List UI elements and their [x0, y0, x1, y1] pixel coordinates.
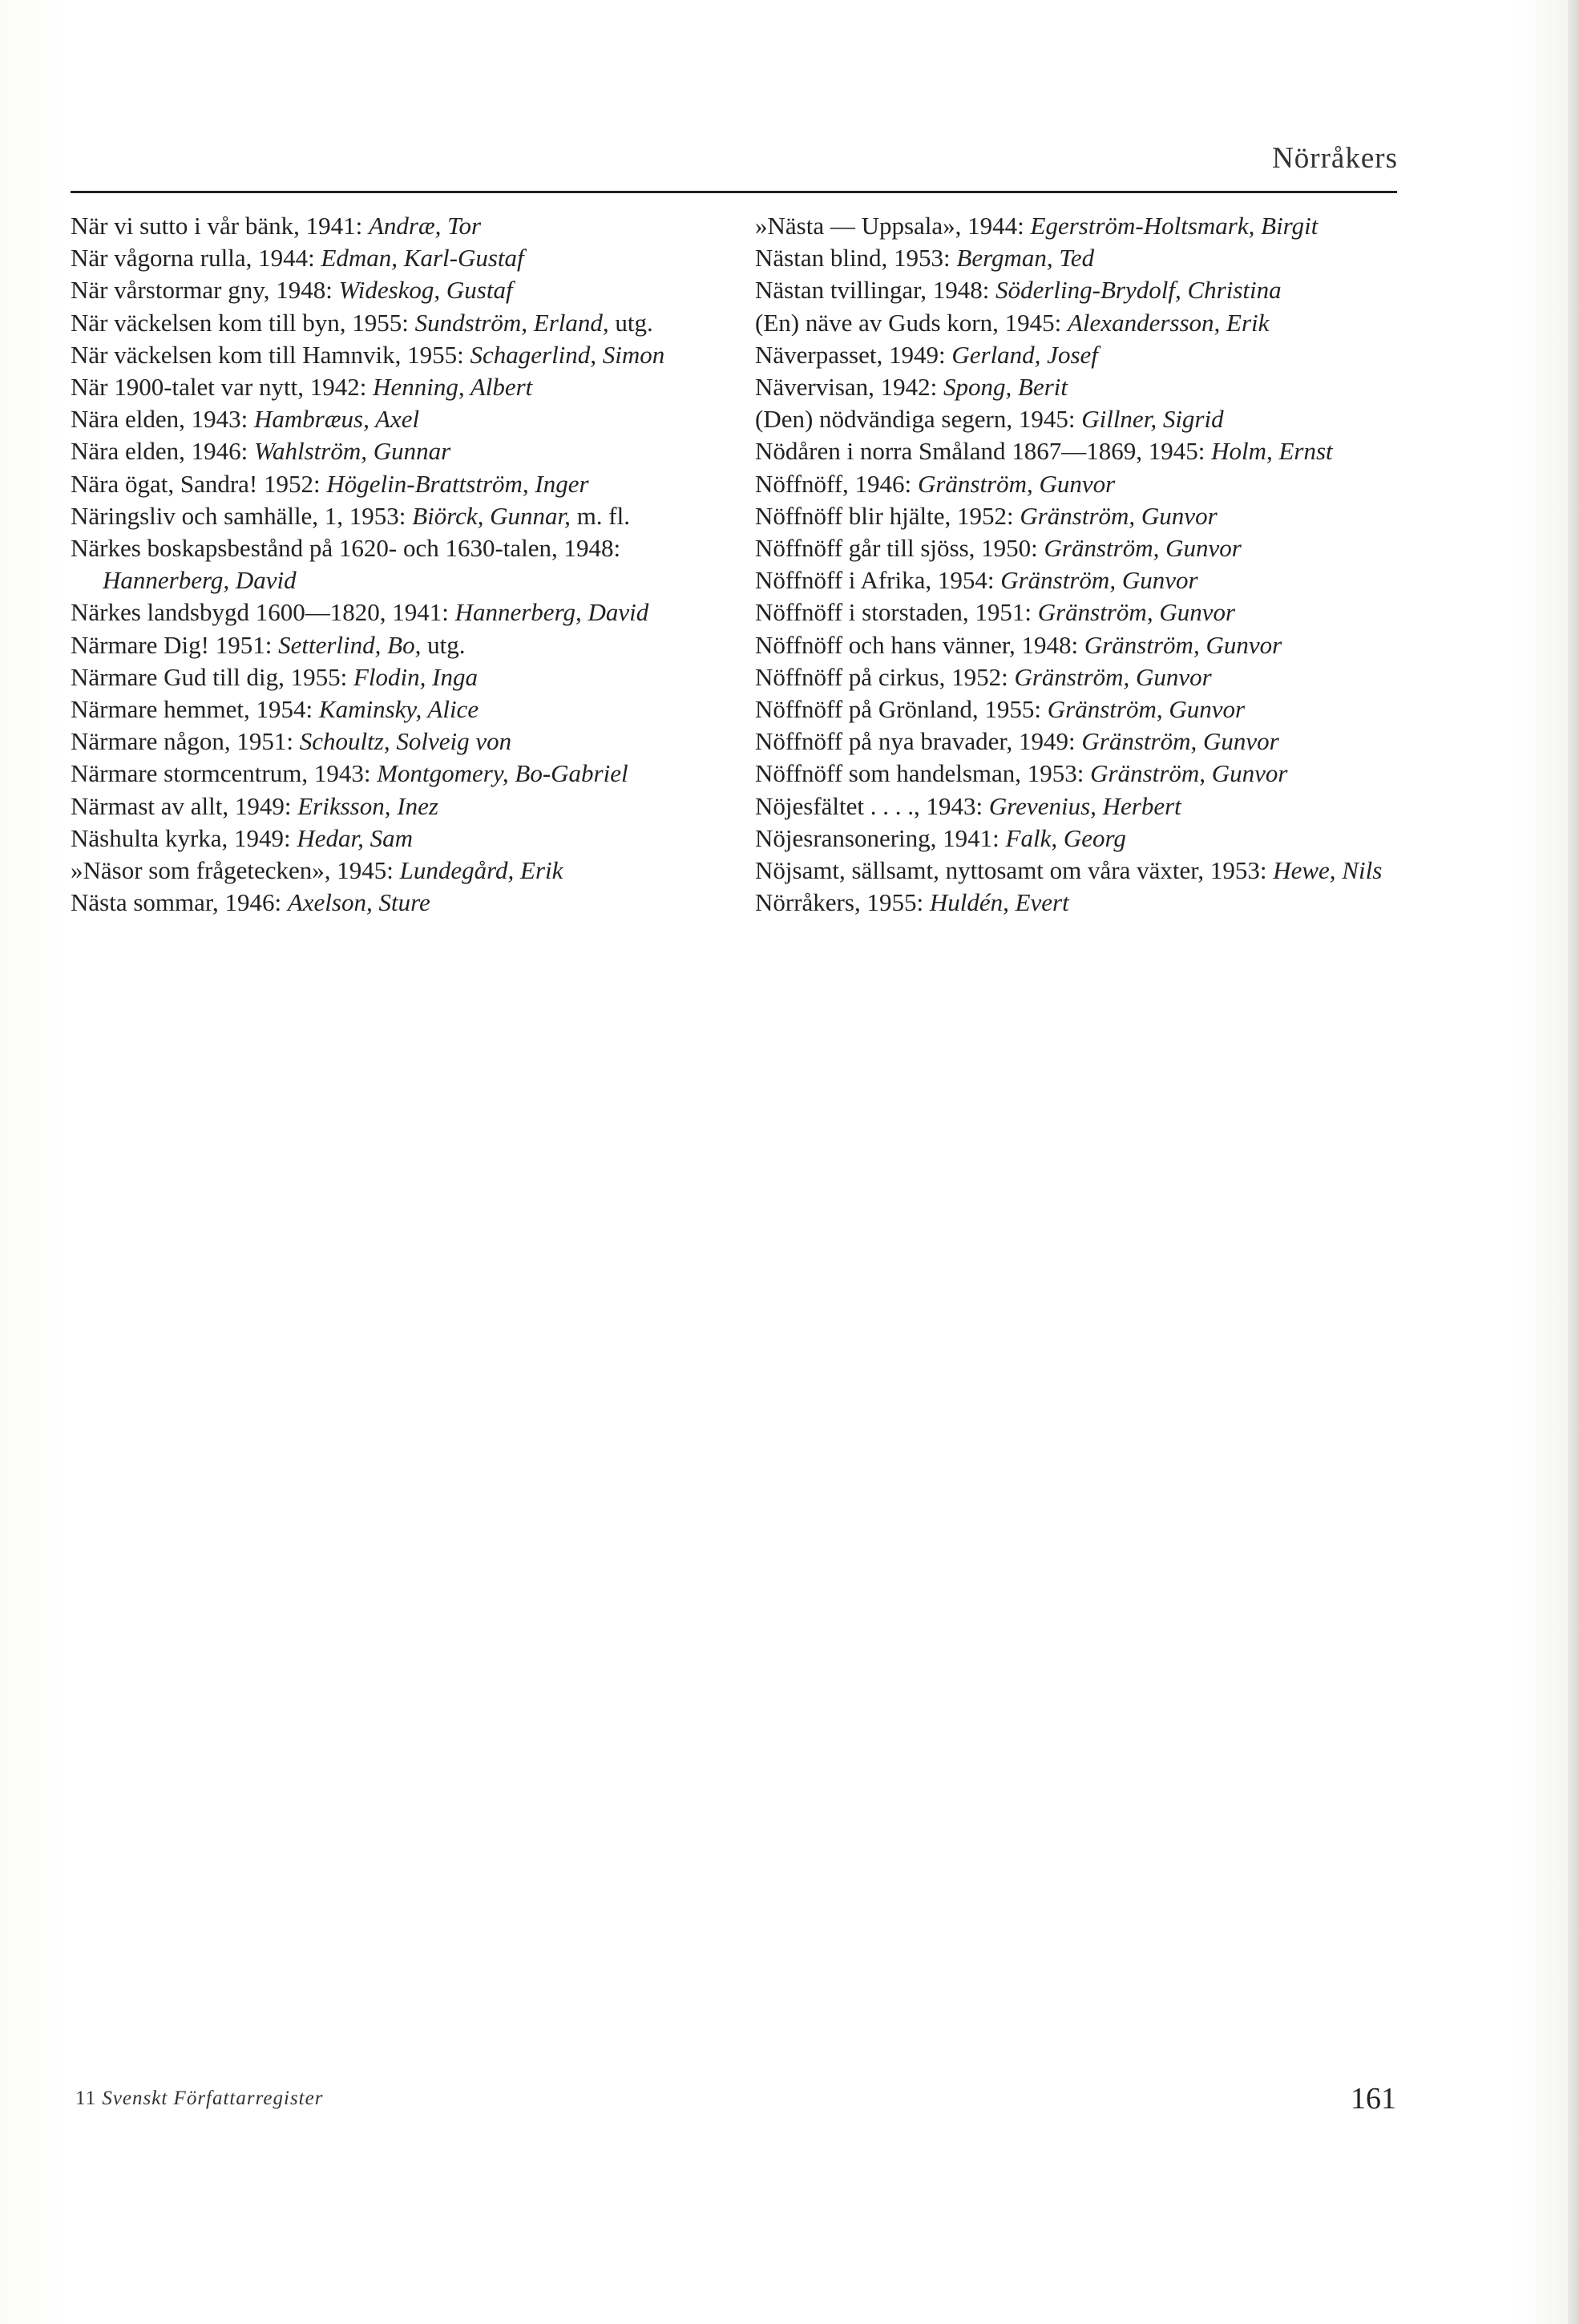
index-entry — [71, 435, 712, 467]
header-rule — [71, 191, 1397, 193]
entry-title: »Nästa — Uppsala», 1944: — [755, 212, 1031, 240]
entry-title: När 1900-talet var nytt, 1942: — [71, 373, 374, 402]
index-entry — [71, 242, 712, 274]
entry-title: Närkes boskapsbestånd på 1620- och 1630-talen, 1948: — [71, 534, 621, 563]
entry-author: Flodin, Inga — [353, 662, 478, 691]
entry-author: Eriksson, Inez — [297, 791, 438, 820]
entry-title: Nöffnöff blir hjälte, 1952: — [755, 501, 1020, 530]
entry-title: När vårstormar gny, 1948: — [71, 276, 339, 305]
signature-number: 11 — [75, 2088, 97, 2109]
entry-title: (En) näve av Guds korn, 1945: — [755, 308, 1068, 337]
entry-author: Gränström, Gunvor — [1090, 759, 1288, 788]
entry-author: Egerström-Holtsmark, Birgit — [1030, 212, 1319, 240]
entry-title: Nära elden, 1943: — [71, 405, 254, 434]
entry-title: Närmare stormcentrum, 1943: — [71, 759, 378, 788]
index-entry — [755, 725, 1396, 758]
index-entry — [755, 435, 1396, 467]
entry-title: Nästan tvillingar, 1948: — [755, 276, 996, 305]
entry-title: Nästa sommar, 1946: — [71, 888, 288, 917]
entry-author: Biörck, Gunnar, — [412, 501, 571, 530]
entry-author: Sundström, Erland, — [414, 308, 609, 337]
entry-title: När vi sutto i vår bänk, 1941: — [71, 212, 369, 240]
entry-title: Nöffnöff och hans vänner, 1948: — [755, 630, 1084, 659]
entry-author: Schagerlind, Simon — [470, 340, 665, 369]
index-entry — [755, 532, 1396, 564]
entry-title: När vågorna rulla, 1944: — [71, 244, 321, 273]
index-entry — [71, 532, 712, 596]
entry-title: Nävervisan, 1942: — [755, 373, 944, 402]
entry-title: Nöffnöff i Afrika, 1954: — [755, 566, 1001, 595]
entry-author: Lundegård, Erik — [399, 856, 563, 885]
index-entry — [755, 371, 1396, 403]
entry-author: Wideskog, Gustaf — [338, 276, 513, 305]
index-entry — [755, 339, 1396, 371]
entry-title: Nästan blind, 1953: — [755, 244, 957, 273]
index-entry — [71, 339, 712, 371]
index-entry — [71, 629, 712, 661]
right-column — [755, 210, 1396, 919]
entry-author: Schoultz, Solveig von — [299, 727, 512, 756]
index-entry — [71, 371, 712, 403]
index-entry — [71, 210, 712, 242]
entry-title: Nöffnöff på cirkus, 1952: — [755, 662, 1015, 691]
entry-title: »Näsor som frågetecken», 1945: — [71, 856, 400, 885]
page-edge — [1568, 0, 1579, 2324]
index-entry — [755, 468, 1396, 500]
entry-title: (Den) nödvändiga segern, 1945: — [755, 405, 1082, 434]
entry-author: Setterlind, Bo, — [278, 630, 422, 659]
entry-author: Hewe, Nils — [1273, 856, 1383, 885]
index-entry — [71, 887, 712, 919]
entry-author: Hedar, Sam — [297, 823, 414, 852]
entry-author: Andræ, Tor — [368, 212, 482, 240]
index-entry — [71, 468, 712, 500]
entry-author: Bergman, Ted — [956, 244, 1095, 273]
entry-author: Alexandersson, Erik — [1068, 308, 1270, 337]
index-entry — [71, 758, 712, 790]
entry-author: Grevenius, Herbert — [988, 791, 1181, 820]
index-entry — [755, 564, 1396, 596]
entry-title: Närkes landsbygd 1600—1820, 1941: — [71, 598, 455, 627]
entry-author: Montgomery, Bo-Gabriel — [377, 759, 628, 788]
index-entry — [755, 790, 1396, 822]
entry-title: När väckelsen kom till byn, 1955: — [71, 308, 415, 337]
entry-author: Falk, Georg — [1005, 823, 1126, 852]
index-entry — [755, 500, 1396, 532]
index-entry — [71, 596, 712, 628]
index-entry — [755, 307, 1396, 339]
signature-mark — [75, 2088, 323, 2110]
entry-author: Kaminsky, Alice — [318, 695, 479, 724]
entry-title: Näshulta kyrka, 1949: — [71, 823, 297, 852]
index-entry — [71, 693, 712, 725]
entry-suffix: m. fl. — [570, 501, 630, 530]
entry-author: Gränström, Gunvor — [1020, 501, 1218, 530]
index-entry — [755, 242, 1396, 274]
entry-title: Närmast av allt, 1949: — [71, 791, 298, 820]
entry-author: Wahlström, Gunnar — [253, 437, 451, 466]
index-entry — [71, 790, 712, 822]
entry-author: Gränström, Gunvor — [1000, 566, 1198, 595]
index-entry — [755, 887, 1396, 919]
index-entry — [755, 274, 1396, 306]
entry-title: Närmare Gud till dig, 1955: — [71, 662, 353, 691]
index-entry — [71, 500, 712, 532]
index-entry — [755, 855, 1396, 887]
entry-author: Gränström, Gunvor — [1081, 727, 1279, 756]
entry-author: Huldén, Evert — [929, 888, 1069, 917]
entry-title: När väckelsen kom till Hamnvik, 1955: — [71, 340, 470, 369]
entry-title: Nöjesransonering, 1941: — [755, 823, 1006, 852]
index-entry — [755, 693, 1396, 725]
entry-author: Hannerberg, David — [103, 566, 297, 595]
entry-author: Axelson, Sture — [287, 888, 430, 917]
index-entry — [71, 822, 712, 855]
index-entry — [71, 403, 712, 435]
entry-author: Gränström, Gunvor — [1047, 695, 1246, 724]
entry-author: Högelin-Brattström, Inger — [326, 469, 589, 498]
entry-title: Närmare någon, 1951: — [71, 727, 300, 756]
index-entry — [755, 210, 1396, 242]
entry-author: Gränström, Gunvor — [917, 469, 1116, 498]
entry-title: Nöffnöff, 1946: — [755, 469, 918, 498]
index-entry — [71, 661, 712, 693]
entry-title: Närmare hemmet, 1954: — [71, 695, 319, 724]
entry-author: Hannerberg, David — [454, 598, 649, 627]
signature-title: Svenskt Författarregister — [102, 2088, 324, 2109]
entry-title: Näringsliv och samhälle, 1, 1953: — [71, 501, 413, 530]
entry-author: Gillner, Sigrid — [1081, 405, 1224, 434]
entry-author: Holm, Ernst — [1211, 437, 1333, 466]
index-entry — [755, 758, 1396, 790]
entry-title: Näverpasset, 1949: — [755, 340, 952, 369]
index-entry — [71, 855, 712, 887]
index-entry — [71, 725, 712, 758]
entry-title: Nödåren i norra Småland 1867—1869, 1945: — [755, 437, 1212, 466]
entry-title: Nöffnöff som handelsman, 1953: — [755, 759, 1091, 788]
entry-title: Nöffnöff går till sjöss, 1950: — [755, 534, 1044, 563]
entry-title: Nära elden, 1946: — [71, 437, 254, 466]
index-entry — [755, 403, 1396, 435]
entry-author: Söderling-Brydolf, Christina — [995, 276, 1282, 305]
entry-title: Nöjsamt, sällsamt, nyttosamt om våra växter, 1953: — [755, 856, 1274, 885]
index-entry — [71, 307, 712, 339]
entry-author: Gränström, Gunvor — [1037, 598, 1236, 627]
entry-title: Närmare Dig! 1951: — [71, 630, 279, 659]
entry-title: Nörråkers, 1955: — [755, 888, 930, 917]
entry-author: Gränström, Gunvor — [1044, 534, 1242, 563]
entry-author: Gerland, Josef — [951, 340, 1098, 369]
entry-author: Henning, Albert — [373, 373, 533, 402]
entry-author: Gränström, Gunvor — [1084, 630, 1282, 659]
running-head: Nörråkers — [1272, 142, 1398, 175]
entry-title: Nära ögat, Sandra! 1952: — [71, 469, 327, 498]
entry-suffix: utg. — [421, 630, 466, 659]
entry-title: Nöffnöff i storstaden, 1951: — [755, 598, 1038, 627]
entry-author: Spong, Berit — [943, 373, 1068, 402]
index-entry — [755, 661, 1396, 693]
index-entry — [755, 822, 1396, 855]
entry-title: Nöjesfältet . . . ., 1943: — [755, 791, 989, 820]
index-entry — [755, 596, 1396, 628]
entry-author: Gränström, Gunvor — [1014, 662, 1212, 691]
entry-suffix: utg. — [608, 308, 653, 337]
index-entry — [71, 274, 712, 306]
left-column — [71, 210, 712, 919]
entry-author: Edman, Karl-Gustaf — [321, 244, 524, 273]
entry-author: Hambræus, Axel — [253, 405, 420, 434]
entry-title: Nöffnöff på Grönland, 1955: — [755, 695, 1048, 724]
index-entry — [755, 629, 1396, 661]
entry-title: Nöffnöff på nya bravader, 1949: — [755, 727, 1082, 756]
page-number: 161 — [1351, 2082, 1396, 2116]
